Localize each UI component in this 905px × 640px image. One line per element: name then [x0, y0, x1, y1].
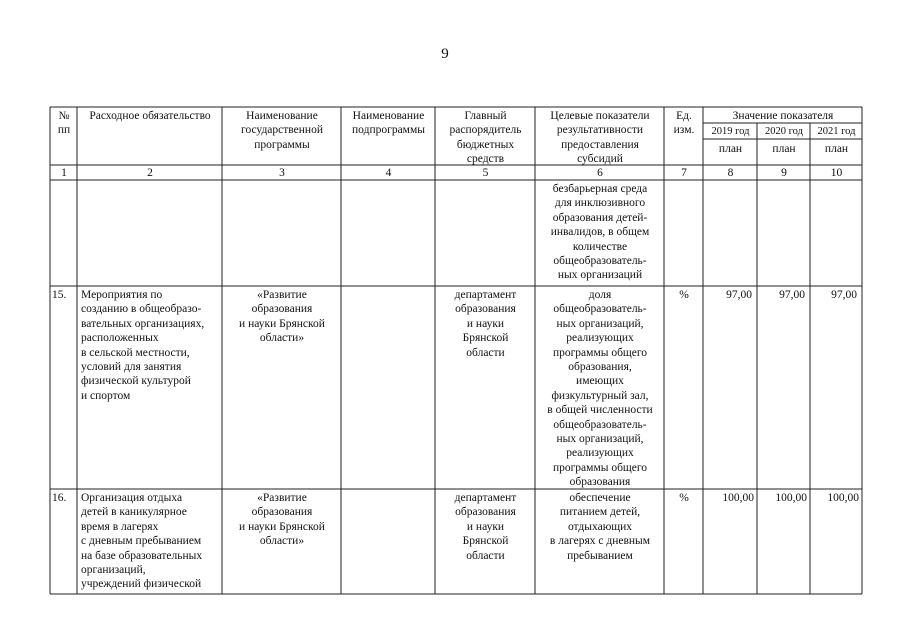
row-15-value-2019: 97,00 [726, 289, 752, 301]
header-plan-2019: план [718, 143, 743, 155]
header-manager: Главный распорядитель бюджетных средств [449, 110, 522, 166]
column-number: 10 [830, 167, 843, 179]
column-number: 7 [681, 167, 687, 179]
column-number: 2 [147, 167, 153, 179]
row-15-indicator: доля общеобразователь- ных организаций, реализующих программы общего образования, имеющих физкультурный зал, в общей численности общеобразователь- ных организаций, реализующих программы общего образования [547, 289, 653, 489]
row-16-indicator: обеспечение питанием детей, отдыхающих в лагерях с дневным пребыванием [549, 492, 651, 562]
row-15-manager: департамент образования и науки Брянской области [454, 289, 517, 359]
row-15-unit: % [679, 289, 689, 301]
header-year-2021: 2021 год [817, 126, 856, 137]
page-number: 9 [441, 46, 449, 62]
row-16-obligation: Организация отдыха детей в каникулярное время в лагерях с дневным пребыванием на базе образовательных организаций, учреждений физической [81, 492, 203, 591]
header-num: № пп [57, 110, 71, 137]
column-number: 8 [727, 167, 734, 179]
column-number: 5 [482, 167, 489, 179]
row-15-num: 15. [52, 289, 67, 301]
header-values-title: Значение показателя [732, 110, 834, 122]
header-indicators: Целевые показатели результативности предоставления субсидий [550, 110, 650, 166]
header-program: Наименование государственной программы [241, 110, 323, 151]
row-16-value-2019: 100,00 [722, 492, 754, 504]
column-number: 3 [279, 167, 285, 179]
row-15-program: «Развитие образования и науки Брянской области» [239, 289, 325, 345]
header-obligation: Расходное обязательство [89, 110, 211, 122]
row-16-manager: департамент образования и науки Брянской области [454, 492, 517, 562]
row-16-program: «Развитие образования и науки Брянской области» [239, 492, 325, 548]
row-15-obligation: Мероприятия по созданию в общеобразо- вательных организациях, расположенных в сельской местности, условий для занятия физической культурой и спортом [81, 289, 205, 402]
header-year-2019: 2019 год [711, 126, 750, 137]
header-unit: Ед. изм. [673, 110, 695, 137]
column-number: 9 [781, 167, 787, 179]
header-year-2020: 2020 год [765, 126, 803, 137]
header-plan-2021: план [824, 143, 849, 155]
row-16-num: 16. [52, 492, 67, 504]
column-number: 6 [597, 167, 603, 179]
row-16-unit: % [679, 492, 689, 504]
row-15-value-2020: 97,00 [779, 289, 805, 301]
column-number: 4 [385, 167, 392, 179]
header-plan-2020: план [772, 143, 796, 155]
row-16-value-2021: 100,00 [827, 492, 859, 504]
column-number: 1 [61, 167, 67, 179]
row-16-value-2020: 100,00 [775, 492, 807, 504]
row-15-value-2021: 97,00 [831, 289, 857, 301]
row-continuation-indicator: безбарьерная среда для инклюзивного образования детей- инвалидов, в общем количестве общеобразователь- ных организаций [550, 183, 650, 282]
header-subprogram: Наименование подпрограммы [352, 110, 425, 137]
